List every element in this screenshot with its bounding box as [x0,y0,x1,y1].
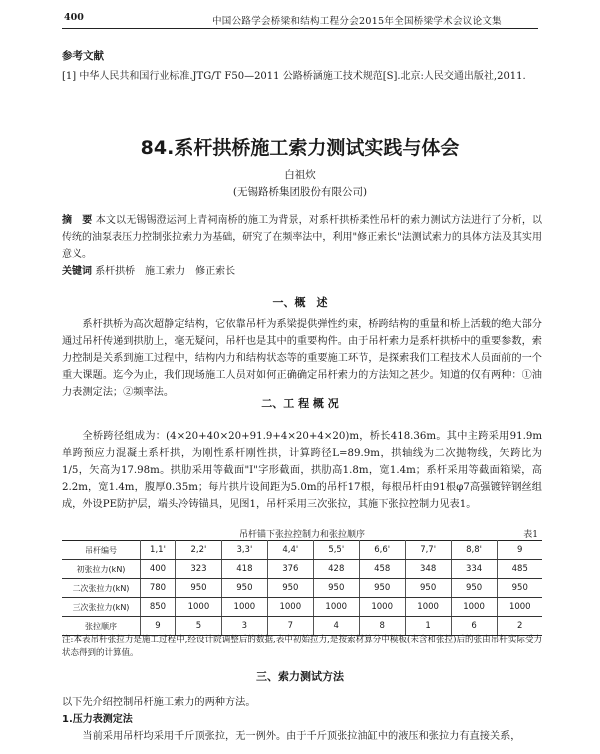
table-cell: 3 [221,617,267,636]
tension-table [62,540,542,636]
table-cell: 1000 [313,598,359,617]
table-cell: 张拉顺序 [62,617,141,636]
table-cell: 950 [267,579,313,598]
keywords [62,263,542,280]
table-header-row [62,541,542,560]
keywords-label: 关键词 [62,266,92,277]
running-header [62,12,538,29]
table-cell: 950 [405,579,451,598]
table-cell: 5,5' [313,541,359,560]
table-cell: 7,7' [405,541,451,560]
author: 白祖炊 [284,169,316,181]
abstract-text: 本文以无锡锡澄运河上青祠南桥的施工为背景，对系杆拱桥柔性吊杆的索力测试方法进行了分析，以传统的油泵表压力控制张拉索力为基础，研究了在频率法中，利用"修正索长"法测试索力的具体方法及其实用意义。 [62,215,542,260]
table-cell: 1000 [359,598,405,617]
table-cell: 9 [497,541,542,560]
references-heading: 参考文献 [62,50,104,62]
abstract-label: 摘 要 [62,215,93,226]
table-cell: 376 [267,560,313,579]
reference-item: [1] 中华人民共和国行业标准.JTG/T F50—2011 公路桥涵施工技术规范[S].北京:人民交通出版社,2011. [62,71,526,82]
section-body-overview: 系杆拱桥为高次超静定结构，它依靠吊杆为系梁提供弹性约束，桥跨结构的重量和桥上活载的绝大部分通过吊杆传递到拱肋上，毫无疑问，吊杆也是其中的重要构件。由于吊杆索力是系杆拱桥中的重要参数，索力控制是关系到施工过程中，结构内力和结构状态等的重要施工环节，是探索我们工程技术人员面前的一个重大课题。迄今为止，我们现场施工人员对如何正确确定吊杆索力的方法知之甚少。知道的仅有两种：①油力表测定法；②频率法。 [62,319,542,398]
table-row [62,560,542,579]
table-cell: 334 [451,560,497,579]
table-cell: 吊杆编号 [62,541,141,560]
table-cell: 850 [141,598,176,617]
table-cell: 1000 [267,598,313,617]
table-cell: 8 [359,617,405,636]
table-cell: 1,1' [141,541,176,560]
table-cell: 7 [267,617,313,636]
table-cell: 428 [313,560,359,579]
table-cell: 950 [451,579,497,598]
table-cell: 1000 [405,598,451,617]
table-number: 表1 [523,530,538,540]
table-cell: 8,8' [451,541,497,560]
table-cell: 1000 [451,598,497,617]
table-cell: 950 [221,579,267,598]
article-title: 84.系杆拱桥施工索力测试实践与体会 [140,137,460,159]
table-cell: 485 [497,560,542,579]
keywords-text: 系杆拱桥 施工索力 修正索长 [95,266,236,277]
table-cell: 4,4' [267,541,313,560]
table-cell: 323 [175,560,221,579]
table-cell: 418 [221,560,267,579]
journal-title: 中国公路学会桥梁和结构工程分会2015年全国桥梁学术会议论文集 [212,16,502,27]
section-heading-methods: 三、索力测试方法 [256,670,344,683]
table-cell: 950 [175,579,221,598]
table-cell: 400 [141,560,176,579]
table-row [62,598,542,617]
table-cell: 950 [313,579,359,598]
subsection-body-pressure-gauge: 当前采用吊杆均采用千斤顶张拉，无一例外。由于千斤顶张拉油缸中的液压和张拉力有直接关系， [82,731,521,742]
table-cell: 9 [141,617,176,636]
table-cell: 780 [141,579,176,598]
table-cell: 三次张拉力(kN) [62,598,141,617]
table-cell: 348 [405,560,451,579]
section-intro-methods: 以下先介绍控制吊杆施工索力的两种方法。 [62,697,256,708]
table-cell: 950 [497,579,542,598]
table-row [62,617,542,636]
table-cell: 4 [313,617,359,636]
table-row [62,579,542,598]
section-body-project: 全桥跨径组成为：(4×20+40×20+91.9+4×20+4×20)m，桥长418.36m。其中主跨采用91.9m单跨预应力混凝土系杆拱，为刚性系杆刚性拱，计算跨径L=89.9m，拱轴线为二次抛物线，矢跨比为1/5，矢高为17.98m。拱肋采用等截面"I"字形截面，拱肋高1.8m，宽1.4m；系杆采用等截面箱梁，高2.2m，宽1.4m，腹厚0.35m；每片拱片设间距为5.0m的吊杆17根，每根吊杆由91根φ7高强镀锌钢丝组成，外设PE防护层，端头冷铸锚具，见图1，吊杆采用三次张拉，其施下张拉控制力见表1。 [62,431,542,510]
section-heading-project: 二、工 程 概 况 [261,397,339,410]
table-cell: 950 [359,579,405,598]
table-note: 注:本表吊杆张拉力是施工过程中,经设计院调整后的数据,表中初始拉力,是按索材算分中模板(未含和张拉)后的张由吊杆实际受力状态得到的计算值。 [62,635,542,658]
subsection-heading-pressure-gauge: 1.压力表测定法 [62,714,133,725]
page-number: 400 [64,12,84,23]
table-title: 吊杆锚下张拉控制力和张拉顺序 [238,530,365,540]
table-cell: 初张拉力(kN) [62,560,141,579]
table-cell: 1000 [175,598,221,617]
section-heading-overview: 一、概 述 [272,296,328,309]
affiliation: (无锡路桥集团股份有限公司) [232,186,368,198]
table-cell: 458 [359,560,405,579]
table-cell: 2,2' [175,541,221,560]
table-cell: 6 [451,617,497,636]
table-cell: 二次张拉力(kN) [62,579,141,598]
table-cell: 3,3' [221,541,267,560]
table-cell: 5 [175,617,221,636]
table-cell: 1000 [221,598,267,617]
table-cell: 2 [497,617,542,636]
table-cell: 6,6' [359,541,405,560]
table-cell: 1000 [497,598,542,617]
abstract [62,212,542,263]
table-cell: 1 [405,617,451,636]
